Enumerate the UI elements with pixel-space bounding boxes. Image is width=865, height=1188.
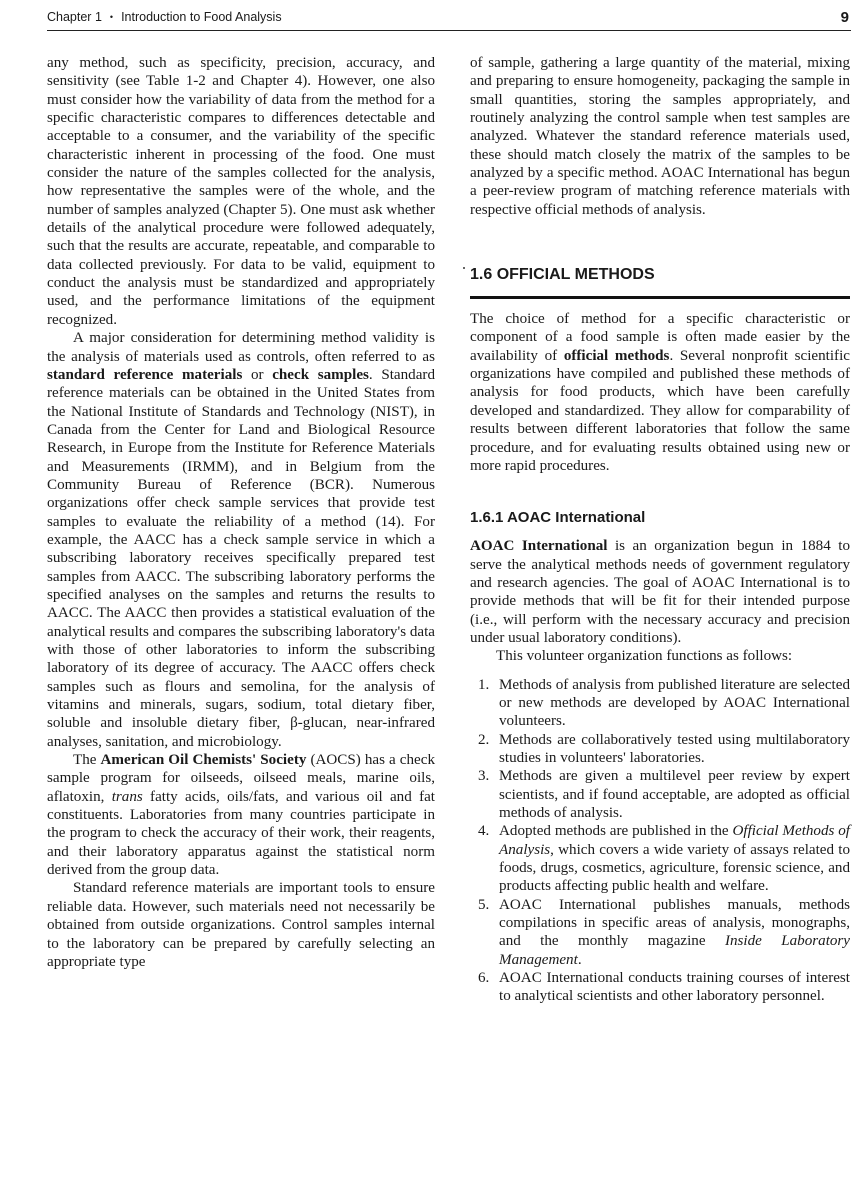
term-aocs: American Oil Chemists' Society — [100, 752, 307, 769]
header-separator: • — [109, 12, 114, 22]
paragraph: This volunteer organization functions as follows: — [496, 648, 793, 665]
paragraph: The American Oil Chemists' Society (AOCS) has a check sample program for oilseeds, oilseed meals, marine oils, aflatoxin, trans fatty acids, oils/fats, and various oil and fat constituents. Laboratories from many countries participate in the program to check the accuracy of their work, their reagents, and their laboratory apparatus against the statistical norm derived from the group data. — [47, 752, 435, 879]
list-item: 4. Adopted methods are published in the Official Methods of Analysis, which covers a wide variety of assays related to foods, drugs, cosmetics, agriculture, forensic science, and products affecting public health and welfare. — [478, 823, 850, 895]
list-item: 3. Methods are given a multilevel peer review by expert scientists, and if found acceptable, are adopted as official methods of analysis. — [478, 768, 850, 821]
term-trans: trans — [111, 788, 143, 805]
term-standard-reference-materials: standard reference materials — [47, 366, 243, 383]
chapter-label: Chapter 1 — [47, 10, 102, 24]
paragraph: Standard reference materials are important tools to ensure reliable data. However, such materials need not necessarily be obtained from outside organizations. Control samples internal to the laboratory can be prepared by carefully selecting an appropriate type — [47, 880, 435, 970]
paragraph: The choice of method for a specific characteristic or component of a food sample is often made easier by the availability of official methods. Several nonprofit scientific organizations have compiled and published these methods of analysis for food products, which have been carefully developed and standardized. They allow for comparability of results between different laboratories that follow the same procedure, and for evaluating results obtained using new or more rapid procedures. — [470, 311, 850, 474]
right-column — [470, 54, 850, 1006]
title-official-methods-of-analysis: Official Methods of Analysis — [499, 823, 850, 858]
title-inside-laboratory-management: Inside Laboratory Management — [499, 933, 851, 968]
running-header — [47, 8, 851, 28]
subsection-heading: 1.6.1 AOAC International — [470, 509, 646, 527]
list-item: 1. Methods of analysis from published literature are selected or new methods are developed by AOAC International volunteers. — [478, 676, 850, 730]
page-number: 9 — [840, 9, 849, 26]
paragraph: of sample, gathering a large quantity of the material, mixing and preparing to ensure homogeneity, packaging the sample in small quantities, storing the samples appropriately, and routinely analyzing the control sample when test samples are analyzed. Whatever the standard reference materials used, these should match closely the matrix of the samples to be analyzed by a specific method. AOAC International has begun a peer-review program of matching reference materials with respective official methods of analysis. — [470, 55, 850, 218]
chapter-title: Introduction to Food Analysis — [121, 10, 282, 24]
term-official-methods: official methods — [563, 347, 670, 364]
list-item: 2. Methods are collaboratively tested using multilaboratory studies in volunteers' laboratories. — [478, 731, 850, 766]
term-aoac-international: AOAC International — [470, 538, 608, 555]
paragraph: any method, such as specificity, precision, accuracy, and sensitivity (see Table 1-2 and Chapter 4). However, one also must consider how the variability of data from the method for a specific characteristic compares to differences detectable and acceptable to a consumer, and the variability of the specific characteristic inherent in processing of the food. One must consider the nature of the samples collected for the analysis, how representative the samples were of the whole, and the number of samples analyzed (Chapter 5). One must ask whether details of the analytical procedure were followed adequately, such that the results are accurate, repeatable, and comparable to data collected previously. For data to be valid, equipment to conduct the analysis must be standardized and appropriately used, and the performance limitations of the equipment recognized. — [47, 55, 435, 328]
functions-list — [470, 676, 850, 1006]
term-check-samples: check samples — [272, 366, 369, 383]
paragraph: AOAC International is an organization begun in 1884 to serve the analytical methods needs of government regulatory and research agencies. The goal of AOAC International is to provide methods that will be fit for their intended purpose (i.e., will perform with the necessary accuracy and precision under usual laboratory conditions). — [470, 538, 850, 646]
running-header-left — [47, 10, 282, 24]
list-item: 5. AOAC International publishes manuals, methods compilations in specific areas of analysis, monographs, and the monthly magazine Inside Laboratory Management. — [478, 896, 851, 968]
section-heading: 1.6 OFFICIAL METHODS — [470, 266, 655, 284]
scan-speck — [463, 267, 465, 269]
list-item: 6. AOAC International conducts training courses of interest to analytical scientists and other laboratory personnel. — [478, 970, 850, 1005]
section-rule — [470, 296, 850, 299]
paragraph: A major consideration for determining method validity is the analysis of materials used as controls, often referred to as standard reference materials or check samples. Standard reference materials can be obtained in the United States from the National Institute of Standards and Technology (NIST), in Canada from the Center for Land and Biological Resource Research, in Europe from the Institute for Reference Materials and Measurements (IRMM), and in Belgium from the Community Bureau of Reference (BCR). Numerous organizations offer check sample services that provide test samples to evaluate the reliability of a method (14). For example, the AACC has a check sample service in which a subscribing laboratory receives specifically prepared test samples from AACC. The subscribing laboratory performs the specified analyses on the samples and returns the results to AACC. The AACC then provides a statistical evaluation of the analytical results and compares the subscribing laboratory's data with those of other laboratories to inform the subscribing laboratory of its degree of accuracy. The AACC offers check samples such as flours and semolina, for the analysis of vitamins and minerals, sugars, sodium, total dietary fiber, soluble and insoluble dietary fiber, β-glucan, near-infrared analyses, sanitation, and microbiology. — [47, 330, 435, 750]
header-rule — [47, 30, 851, 31]
left-column — [47, 54, 435, 971]
